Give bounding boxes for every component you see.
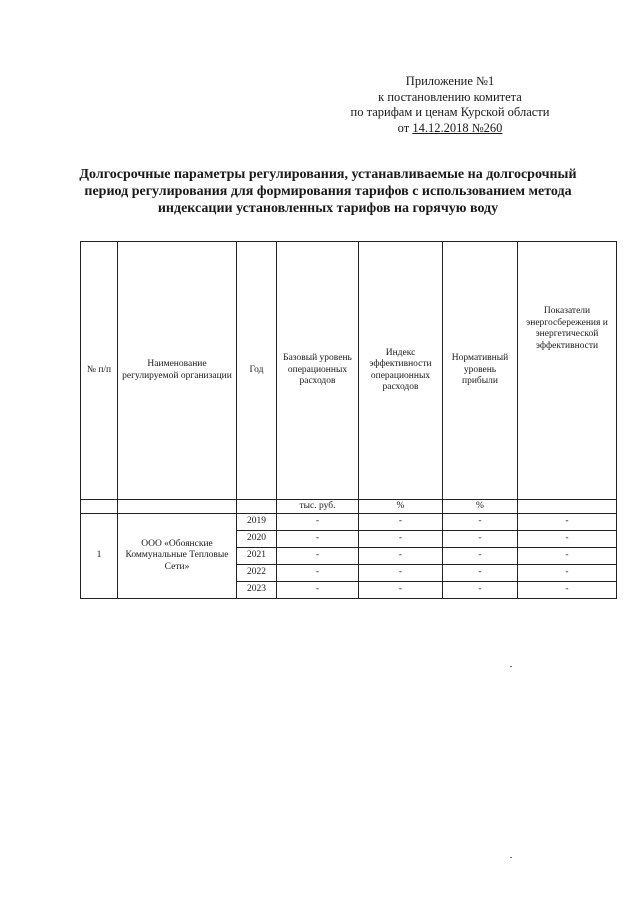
appendix-date-prefix: от	[397, 120, 413, 135]
header-base-level: Базовый уровень операционных расходов	[277, 242, 359, 500]
appendix-line-2: к постановлению комитета	[378, 89, 522, 104]
unit-profit: %	[443, 500, 518, 514]
profit-cell: -	[443, 548, 518, 565]
units-empty	[81, 500, 118, 514]
header-year: Год	[237, 242, 277, 500]
document-title: Долгосрочные параметры регулирования, устанавливаемые на долгосрочный период регулирования для формирования тарифов с использованием метода индексации установленных тарифов на горячую воду	[79, 167, 577, 216]
base-cell: -	[277, 514, 359, 531]
base-cell: -	[277, 582, 359, 599]
header-row	[81, 242, 617, 500]
appendix-line-3: по тарифам и ценам Курской области	[350, 105, 550, 119]
table-row	[81, 514, 617, 531]
profit-cell: -	[443, 514, 518, 531]
header-profit-level: Нормативный уровень прибыли	[443, 242, 518, 500]
appendix-line-1: Приложение №1	[405, 74, 495, 88]
year-cell: 2020	[237, 531, 277, 548]
year-cell: 2022	[237, 565, 277, 582]
scan-speck	[510, 857, 512, 858]
profit-cell: -	[443, 582, 518, 599]
header-organization: Наименование регулируемой организации	[118, 242, 237, 500]
energy-cell: -	[518, 565, 617, 582]
scan-speck	[510, 666, 512, 667]
units-row	[81, 500, 617, 514]
index-cell: -	[359, 514, 443, 531]
year-cell: 2019	[237, 514, 277, 531]
index-cell: -	[359, 565, 443, 582]
header-efficiency-index: Индекс эффективности операционных расходов	[359, 242, 443, 500]
appendix-line-4	[330, 121, 570, 137]
appendix-date-number: 14.12.2018 №260	[412, 120, 503, 135]
unit-energy	[518, 500, 617, 514]
unit-base: тыс. руб.	[277, 500, 359, 514]
organization-name: ООО «Обоянские Коммунальные Тепловые Сети»	[118, 514, 237, 599]
energy-cell: -	[518, 531, 617, 548]
index-cell: -	[359, 582, 443, 599]
base-cell: -	[277, 565, 359, 582]
row-number: 1	[81, 514, 118, 599]
parameters-table	[80, 241, 617, 599]
index-cell: -	[359, 531, 443, 548]
year-cell: 2023	[237, 582, 277, 599]
units-empty	[237, 500, 277, 514]
energy-cell: -	[518, 548, 617, 565]
units-empty	[118, 500, 237, 514]
energy-cell: -	[518, 514, 617, 531]
base-cell: -	[277, 531, 359, 548]
base-cell: -	[277, 548, 359, 565]
header-number: № п/п	[81, 242, 118, 500]
year-cell: 2021	[237, 548, 277, 565]
profit-cell: -	[443, 565, 518, 582]
unit-index: %	[359, 500, 443, 514]
index-cell: -	[359, 548, 443, 565]
appendix-block	[330, 74, 570, 136]
profit-cell: -	[443, 531, 518, 548]
header-energy-indicators: Показатели энергосбережения и энергетической эффективности	[518, 242, 617, 500]
energy-cell: -	[518, 582, 617, 599]
